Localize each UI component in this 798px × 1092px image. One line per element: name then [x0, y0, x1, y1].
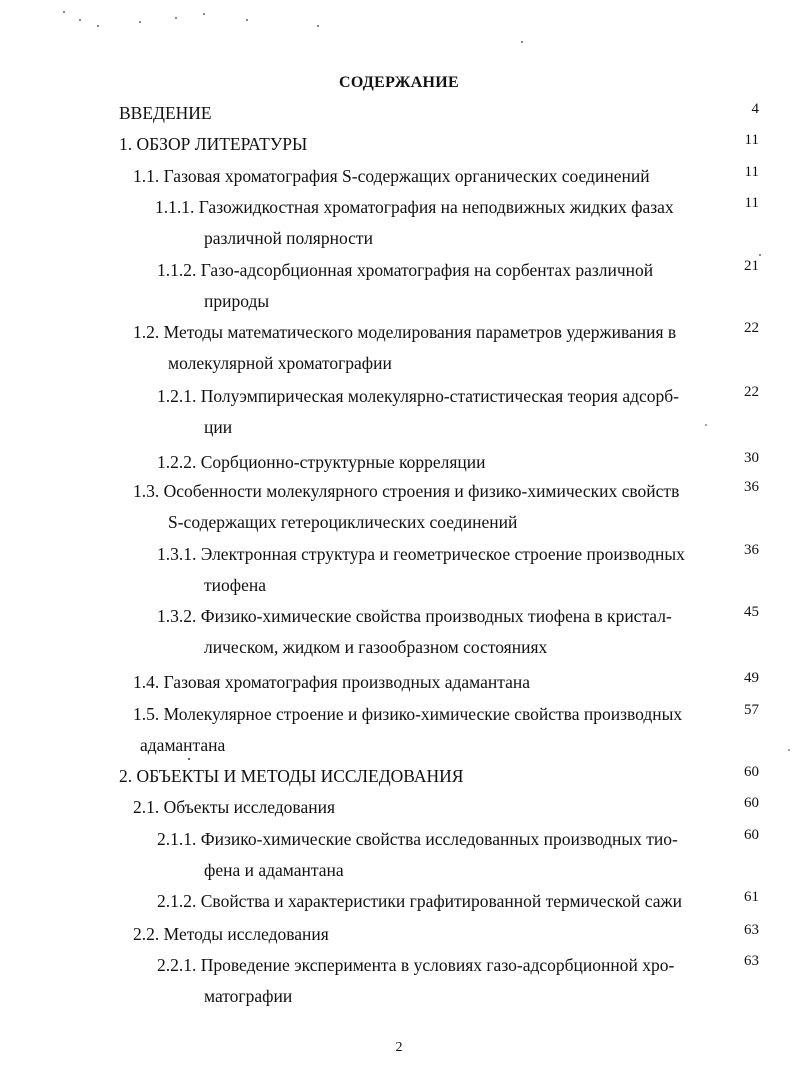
toc-entry-title: 1.2.2. Сорбционно-структурные корреляции	[157, 452, 486, 472]
toc-entry-page: 49	[744, 670, 759, 686]
toc-entry-continuation: молекулярной хроматографии	[168, 353, 392, 373]
toc-entry-title: 1.3.1. Электронная структура и геометрическое строение производных	[157, 544, 685, 564]
toc-entry-title: 2.2.1. Проведение эксперимента в условиях газо-адсорбционной хро-	[157, 955, 675, 975]
toc-entry-page: 36	[744, 479, 759, 495]
toc-entry-page: 60	[744, 827, 759, 843]
toc-entry-page: 61	[744, 889, 759, 905]
toc-entry-continuation: природы	[204, 291, 270, 311]
toc-entry-continuation: различной полярности	[204, 228, 373, 248]
toc-entry-page: 45	[744, 604, 759, 620]
toc-entry-page: 21	[744, 258, 759, 274]
toc-entry-title: 2.1. Объекты исследования	[133, 797, 336, 817]
toc-entry-title: 1.2.1. Полуэмпирическая молекулярно-статистическая теория адсорб-	[157, 386, 679, 406]
toc-entry-title: 2. ОБЪЕКТЫ И МЕТОДЫ ИССЛЕДОВАНИЯ	[119, 766, 464, 786]
toc-entry-title: 1. ОБЗОР ЛИТЕРАТУРЫ	[119, 134, 308, 154]
toc-entry-title: 1.2. Методы математического моделирования параметров удерживания в	[133, 322, 677, 342]
toc-entry-page: 63	[744, 953, 759, 969]
toc-entry-title: 2.1.1. Физико-химические свойства исследованных производных тио-	[157, 829, 678, 849]
toc-entry-page: 11	[744, 195, 759, 211]
toc-entry-continuation: S-содержащих гетероциклических соединений	[168, 512, 518, 532]
toc-entry-page: 22	[744, 384, 759, 400]
toc-entry-page: 36	[744, 542, 759, 558]
toc-entry-title: 2.1.2. Свойства и характеристики графитированной термической сажи	[157, 891, 682, 911]
toc-entry-page: 60	[744, 795, 759, 811]
toc-entry-title: 1.3.2. Физико-химические свойства производных тиофена в кристал-	[157, 606, 672, 626]
toc-entry-page: 57	[744, 702, 759, 718]
toc-entry-title: 1.1. Газовая хроматография S-содержащих органических соединений	[133, 166, 650, 186]
page-number: 2	[395, 1040, 403, 1055]
toc-entry-continuation: ции	[204, 417, 233, 437]
toc-entry-title: 1.3. Особенности молекулярного строения и физико-химических свойств	[133, 481, 680, 501]
toc-entry-page: 30	[744, 450, 759, 466]
toc-entry-continuation: матографии	[204, 986, 293, 1006]
toc-entry-title: 1.1.1. Газожидкостная хроматография на неподвижных жидких фазах	[155, 197, 674, 217]
toc-entry-page: 63	[744, 922, 759, 938]
toc-entry-page: 22	[744, 320, 759, 336]
toc-entry-page: 4	[751, 101, 759, 117]
toc-entry-continuation: лическом, жидком и газообразном состояниях	[204, 637, 548, 657]
toc-entry-title: 1.5. Молекулярное строение и физико-химические свойства производных	[133, 704, 683, 724]
toc-entry-page: 60	[744, 764, 759, 780]
toc-title: СОДЕРЖАНИЕ	[338, 74, 460, 91]
toc-entry-continuation: адамантана	[140, 735, 226, 755]
toc-entry-continuation: тиофена	[204, 575, 267, 595]
toc-entry-continuation: фена и адамантана	[204, 860, 344, 880]
toc-entry-page: 11	[744, 132, 759, 148]
toc-entry-page: 11	[744, 164, 759, 180]
toc-entry-title: ВВЕДЕНИЕ	[119, 103, 212, 123]
toc-entry-title: 1.4. Газовая хроматография производных адамантана	[133, 672, 531, 692]
toc-entry-title: 2.2. Методы исследования	[133, 924, 329, 944]
toc-entry-title: 1.1.2. Газо-адсорбционная хроматография на сорбентах различной	[157, 260, 654, 280]
